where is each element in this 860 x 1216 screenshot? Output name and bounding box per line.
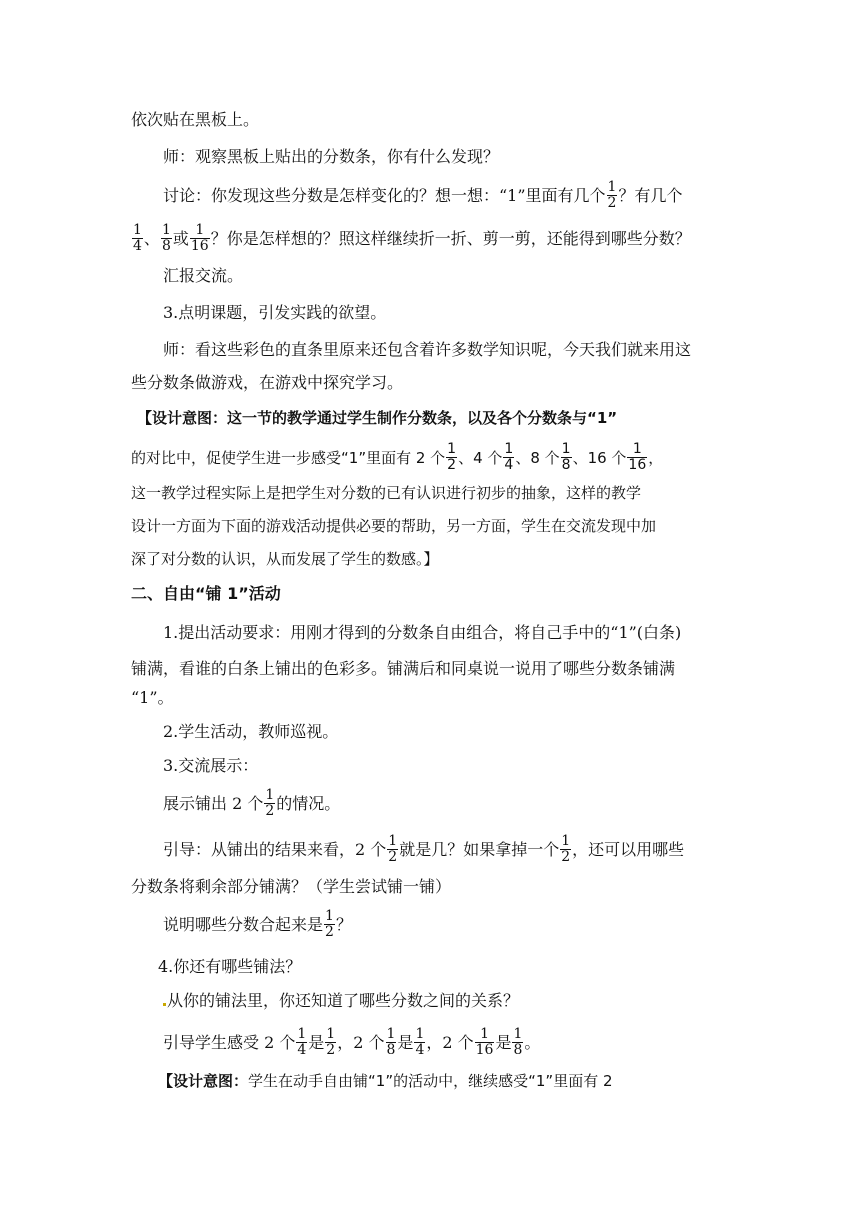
fraction-one-half: $\frac{1}{2}$ [607,179,617,211]
text-segment: 从你的铺法里，你还知道了哪些分数之间的关系？ [167,991,520,1010]
design-intent-line [131,443,663,474]
fraction-one-eighth: $\frac{1}{8}$ [386,1026,396,1058]
design-intent-line: 设计一方面为下面的游戏活动提供必要的帮助，另一方面，学生在交流发现中加 [131,517,657,535]
text-segment: ？你是怎样想的？照这样继续折一折、剪一剪，还能得到哪些分数？ [210,229,691,248]
cursor-mark [163,1003,166,1006]
text-line: 3.点明课题，引发实践的欲望。 [163,303,387,322]
text-line [163,910,352,941]
fraction-one-quarter: $\frac{1}{4}$ [504,441,514,473]
fraction-one-quarter: $\frac{1}{4}$ [415,1026,425,1058]
text-line: 汇报交流。 [163,266,244,285]
text-segment: 、4 个 [458,449,503,467]
section-heading: 二、自由“铺 1”活动 [131,584,281,603]
text-line [131,224,691,255]
text-segment: ？ [335,915,352,934]
fraction-one-half: $\frac{1}{2}$ [265,787,275,819]
fraction-one-quarter: $\frac{1}{4}$ [133,222,142,254]
text-segment: 引导学生感受 2 个 [163,1033,296,1052]
text-segment: 讨论：你发现这些分数是怎样变化的？想一想：“1”里面有几个 [163,186,606,205]
fraction-one-eighth: $\frac{1}{8}$ [561,441,571,473]
text-line: 1.提出活动要求：用刚才得到的分数条自由组合，将自己手中的“1”(白条) [163,623,682,642]
text-segment: 就是几？如果拿掉一个 [399,840,560,859]
text-line: 2.学生活动，教师巡视。 [163,722,339,741]
text-line [163,835,684,866]
text-line: 4.你还有哪些铺法？ [158,957,302,976]
fraction-one-half: $\frac{1}{2}$ [447,441,457,473]
text-segment: 展示铺出 2 个 [163,794,264,813]
fraction-one-half: $\frac{1}{2}$ [326,1026,336,1058]
fraction-one-half: $\frac{1}{2}$ [325,908,334,940]
text-segment: 、 [143,229,160,248]
text-segment: ， [648,449,664,467]
text-segment: 的情况。 [276,794,341,813]
fraction-one-eighth: $\frac{1}{8}$ [161,222,171,254]
text-segment: ，2 个 [337,1033,385,1052]
text-segment: 、16 个 [572,449,627,467]
text-segment: 学生在动手自由铺“1”的活动中，继续感受“1”里面有 2 [248,1072,613,1090]
text-segment: ，还可以用哪些 [572,840,685,859]
text-segment: ？有几个 [618,186,683,205]
text-segment: 是 [308,1033,325,1052]
text-segment: 、8 个 [515,449,560,467]
fraction-one-sixteenth: $\frac{1}{16}$ [628,441,647,473]
text-segment: 是 [495,1033,512,1052]
text-segment: 是 [397,1033,414,1052]
fraction-one-sixteenth: $\frac{1}{16}$ [475,1026,494,1058]
design-intent-line: 深了对分数的认识，从而发展了学生的数感。】 [131,550,439,568]
text-segment: 【设计意图：这一节的教学通过学生制作分数条，以及各个分数条与“1” [137,409,618,427]
text-line: 3.交流展示： [163,756,259,775]
text-segment: 说明哪些分数合起来是 [163,915,324,934]
text-segment: 或 [172,229,189,248]
fraction-one-eighth: $\frac{1}{8}$ [513,1026,523,1058]
fraction-one-quarter: $\frac{1}{4}$ [297,1026,307,1058]
text-segment: 。 [524,1033,541,1052]
text-line [163,991,519,1011]
fraction-one-sixteenth: $\frac{1}{16}$ [190,222,209,254]
design-intent-line [158,1071,613,1091]
text-segment: 的对比中，促使学生进一步感受“1”里面有 2 个 [131,449,446,467]
text-segment: 【设计意图： [158,1072,249,1090]
text-line [163,1028,540,1059]
text-line: 分数条将剩余部分铺满？（学生尝试铺一铺） [131,877,452,896]
text-line [163,789,340,820]
text-segment: 引导：从铺出的结果来看，2 个 [163,840,387,859]
text-line: 铺满，看谁的白条上铺出的色彩多。铺满后和同桌说一说用了哪些分数条铺满 [131,659,676,678]
design-intent-line [137,408,617,428]
fraction-one-half: $\frac{1}{2}$ [561,833,571,865]
text-line: 依次贴在黑板上。 [131,110,260,129]
text-line: “1”。 [131,688,174,707]
text-line: 些分数条做游戏，在游戏中探究学习。 [131,373,404,392]
design-intent-line: 这一教学过程实际上是把学生对分数的已有认识进行初步的抽象，这样的教学 [131,484,642,502]
fraction-one-half: $\frac{1}{2}$ [388,833,398,865]
text-segment: ，2 个 [426,1033,474,1052]
text-line [163,181,682,212]
text-line: 师：看这些彩色的直条里原来还包含着许多数学知识呢，今天我们就来用这 [163,340,692,359]
text-line: 师：观察黑板上贴出的分数条，你有什么发现？ [163,147,500,166]
